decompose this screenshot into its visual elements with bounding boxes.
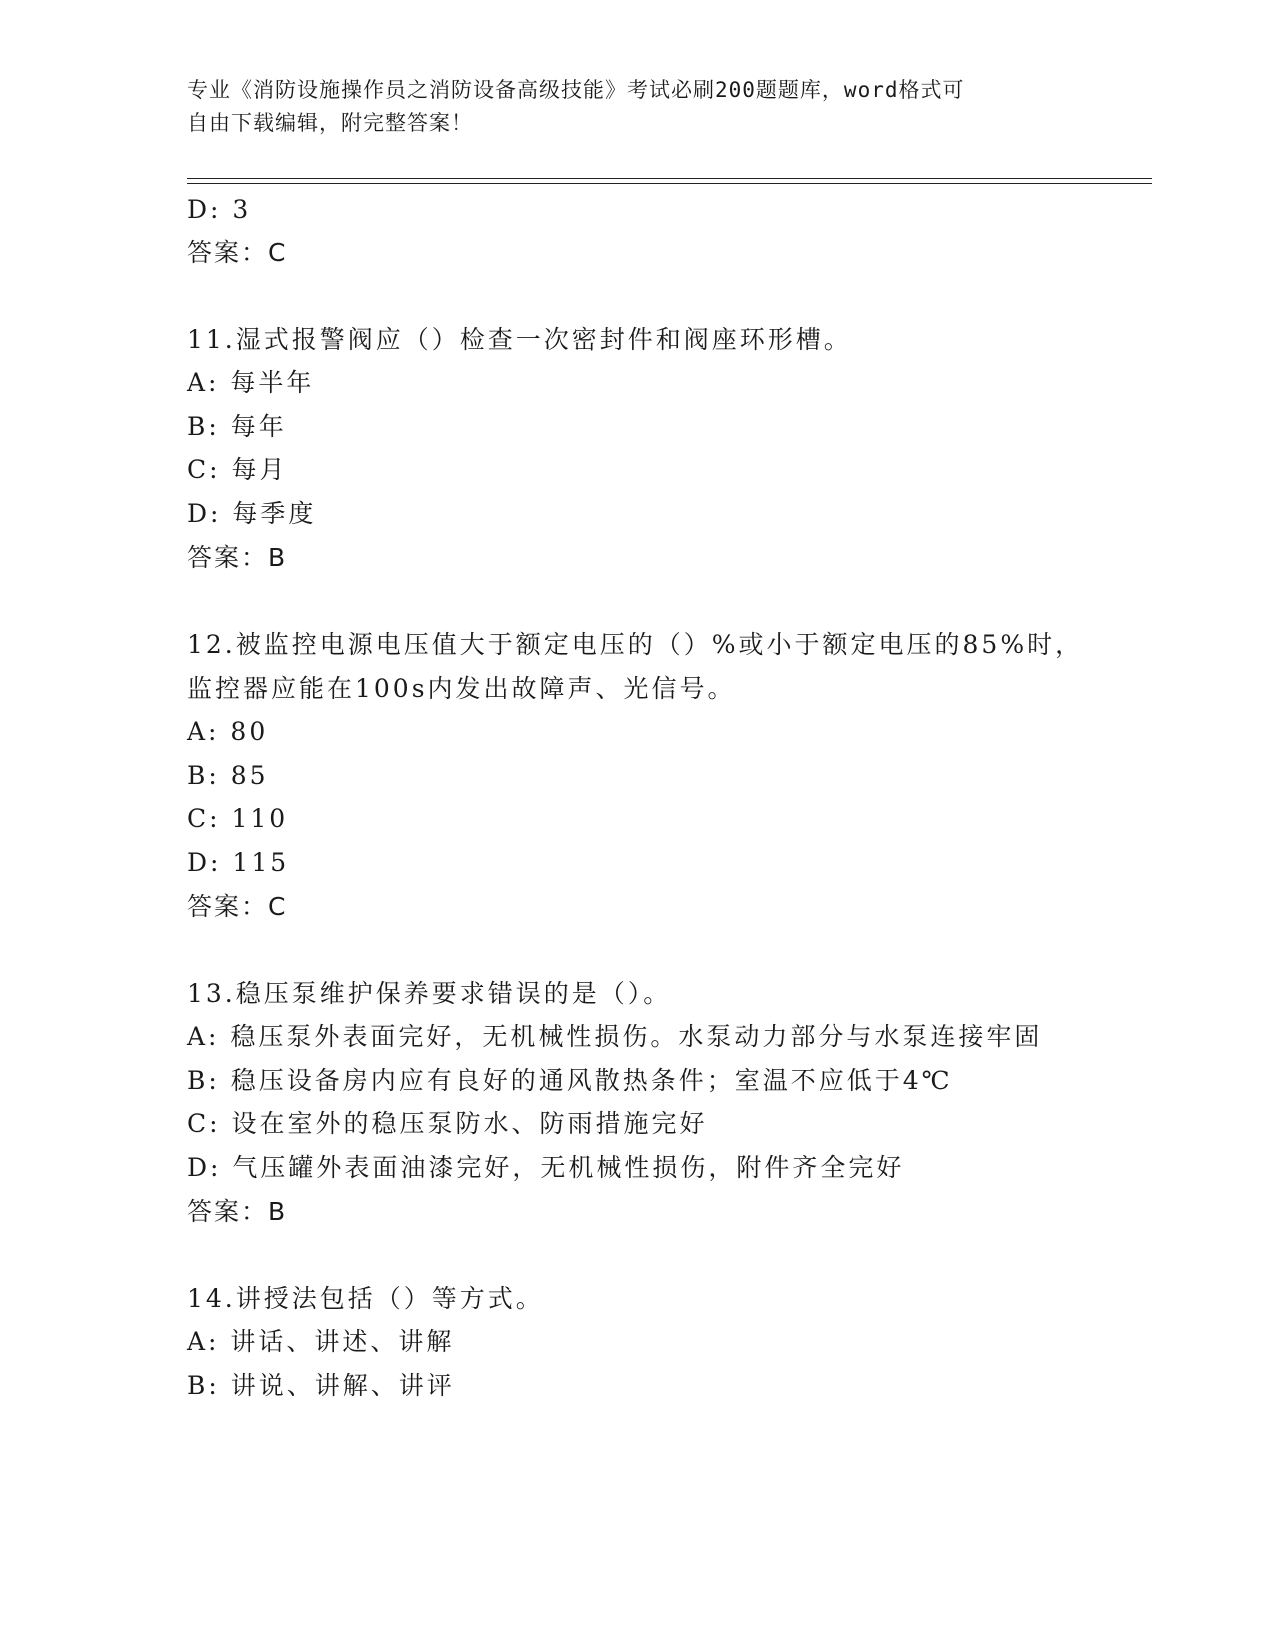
- q11-option-b: B: 每年: [187, 412, 287, 441]
- prev-option-d: D: 3: [187, 195, 252, 224]
- document-header: [187, 74, 1087, 140]
- prev-answer: 答案：C: [187, 238, 288, 267]
- q12-answer: 答案：C: [187, 892, 288, 921]
- header-line-1: 专业《消防设施操作员之消防设备高级技能》考试必刷200题题库，word格式可: [187, 78, 965, 102]
- q12-stem-line2: 监控器应能在100s内发出故障声、光信号。: [187, 674, 736, 703]
- q13-option-b: B: 稳压设备房内应有良好的通风散热条件；室温不应低于4℃: [187, 1066, 953, 1095]
- q12-option-d: D: 115: [187, 848, 290, 877]
- q14-option-b: B: 讲说、讲解、讲评: [187, 1371, 455, 1400]
- header-divider-top: [187, 178, 1152, 179]
- q11-option-c: C: 每月: [187, 455, 288, 484]
- q12-option-a: A: 80: [187, 717, 269, 746]
- q13-stem: 13.稳压泵维护保养要求错误的是（）。: [187, 979, 672, 1008]
- q12-option-c: C: 110: [187, 804, 289, 833]
- q11-answer: 答案：B: [187, 543, 288, 572]
- q13-answer: 答案：B: [187, 1197, 288, 1226]
- header-divider-bottom: [187, 183, 1152, 184]
- q13-option-c: C: 设在室外的稳压泵防水、防雨措施完好: [187, 1109, 708, 1138]
- header-line-2: 自由下载编辑，附完整答案！: [187, 111, 473, 135]
- q14-stem: 14.讲授法包括（）等方式。: [187, 1284, 544, 1313]
- q14-option-a: A: 讲话、讲述、讲解: [187, 1327, 455, 1356]
- q13-option-a: A: 稳压泵外表面完好，无机械性损伤。水泵动力部分与水泵连接牢固: [187, 1022, 1043, 1051]
- q11-stem: 11.湿式报警阀应（）检查一次密封件和阀座环形槽。: [187, 325, 852, 354]
- q11-option-d: D: 每季度: [187, 499, 317, 528]
- q11-option-a: A: 每半年: [187, 368, 315, 397]
- q12-stem-line1: 12.被监控电源电压值大于额定电压的（）%或小于额定电压的85%时，: [187, 630, 1084, 659]
- q12-option-b: B: 85: [187, 761, 269, 790]
- q13-option-d: D: 气压罐外表面油漆完好，无机械性损伤，附件齐全完好: [187, 1153, 905, 1182]
